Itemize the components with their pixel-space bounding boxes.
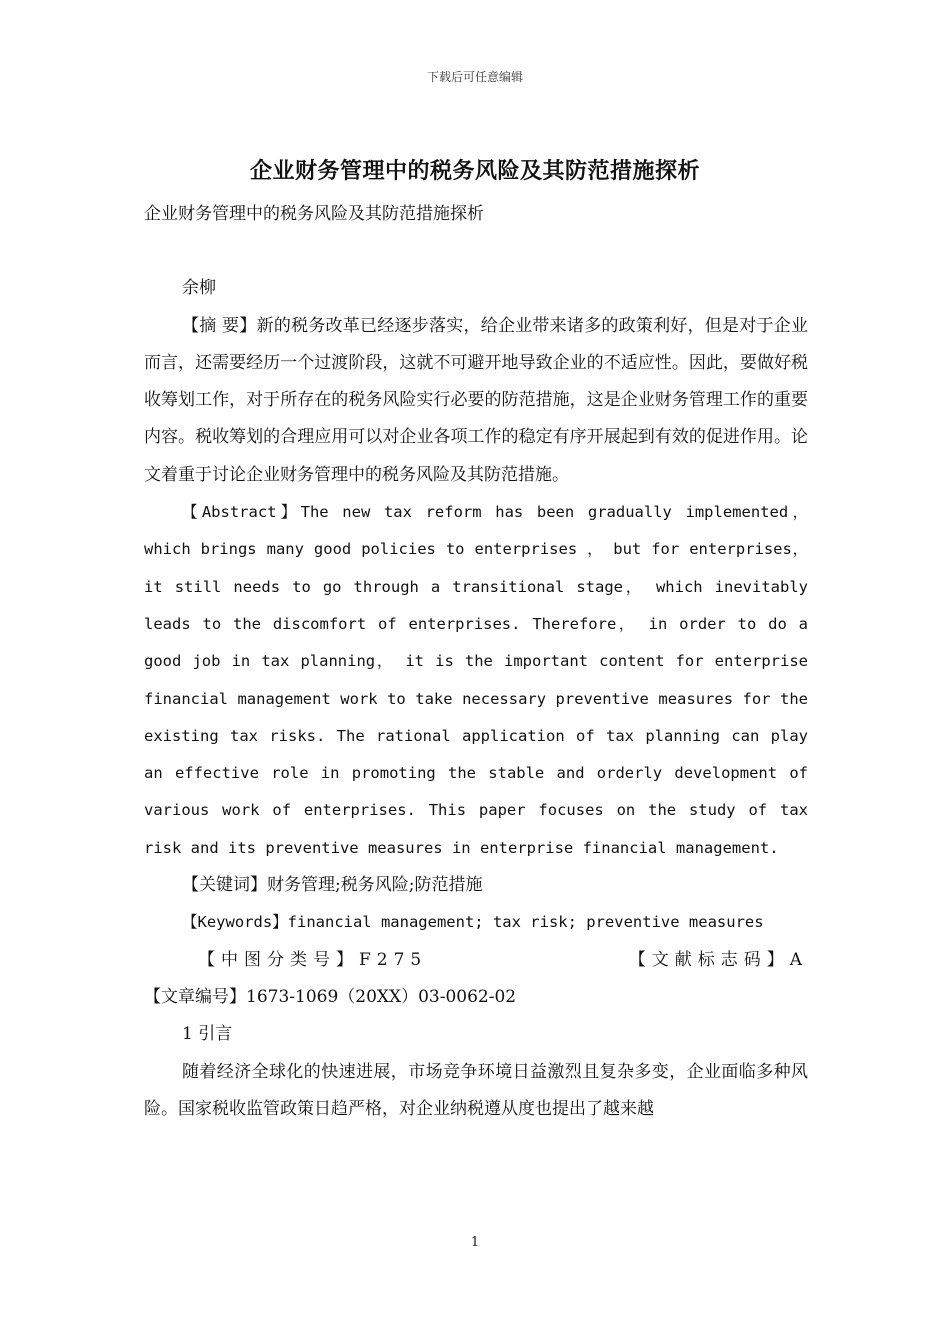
keywords-cn: 【关键词】财务管理;税务风险;防范措施 — [182, 875, 483, 896]
article-number: 【文章编号】1673-1069（20XX）03-0062-02 — [144, 986, 517, 1007]
abstract-en: 【Abstract】The new tax reform has been gradually implemented， which brings many good policies to enterprises ， but for enterprises， it still needs to go through a transitional stage， which inevitably leads to the discomfort of enterprises. Therefore， in order to do a good job in tax planning， it is the important content for enterprise financial management work to take necessary preventive measures for the existing tax risks. The rational application of tax planning can play an effective role in promoting the stable and orderly development of various work of enterprises. This paper focuses on the study of tax risk and its preventive measures in enterprise financial management. — [144, 503, 808, 857]
document-body — [144, 196, 808, 1128]
blank-line — [144, 233, 808, 270]
abstract-cn: 【摘 要】新的税务改革已经逐步落实，给企业带来诸多的政策利好，但是对于企业而言，还需要经历一个过渡阶段，这就不可避开地导致企业的不适应性。因此，要做好税收筹划工作，对于所存在的税务风险实行必要的防范措施，这是企业财务管理工作的重要内容。税收筹划的合理应用可以对企业各项工作的稳定有序开展起到有效的促进作用。论文着重于讨论企业财务管理中的税务风险及其防范措施。 — [144, 315, 808, 485]
classification-row — [144, 942, 808, 979]
classification-code: 【中图分类号】F275 — [198, 949, 428, 970]
subtitle: 企业财务管理中的税务风险及其防范措施探析 — [144, 204, 484, 224]
header-note: 下载后可任意编辑 — [426, 70, 523, 84]
document-code: 【文献标志码】A — [628, 949, 808, 970]
page-number: 1 — [470, 1235, 480, 1250]
keywords-en: 【Keywords】financial management; tax risk; preventive measures — [182, 913, 764, 932]
intro-paragraph: 随着经济全球化的快速进展，市场竞争环境日益激烈且复杂多变，企业面临多种风险。国家税收监管政策日趋严格，对企业纳税遵从度也提出了越来越 — [144, 1061, 808, 1119]
section-heading: 1 引言 — [182, 1024, 233, 1045]
author: 余柳 — [182, 278, 216, 299]
page-title: 企业财务管理中的税务风险及其防范措施探析 — [249, 158, 700, 184]
